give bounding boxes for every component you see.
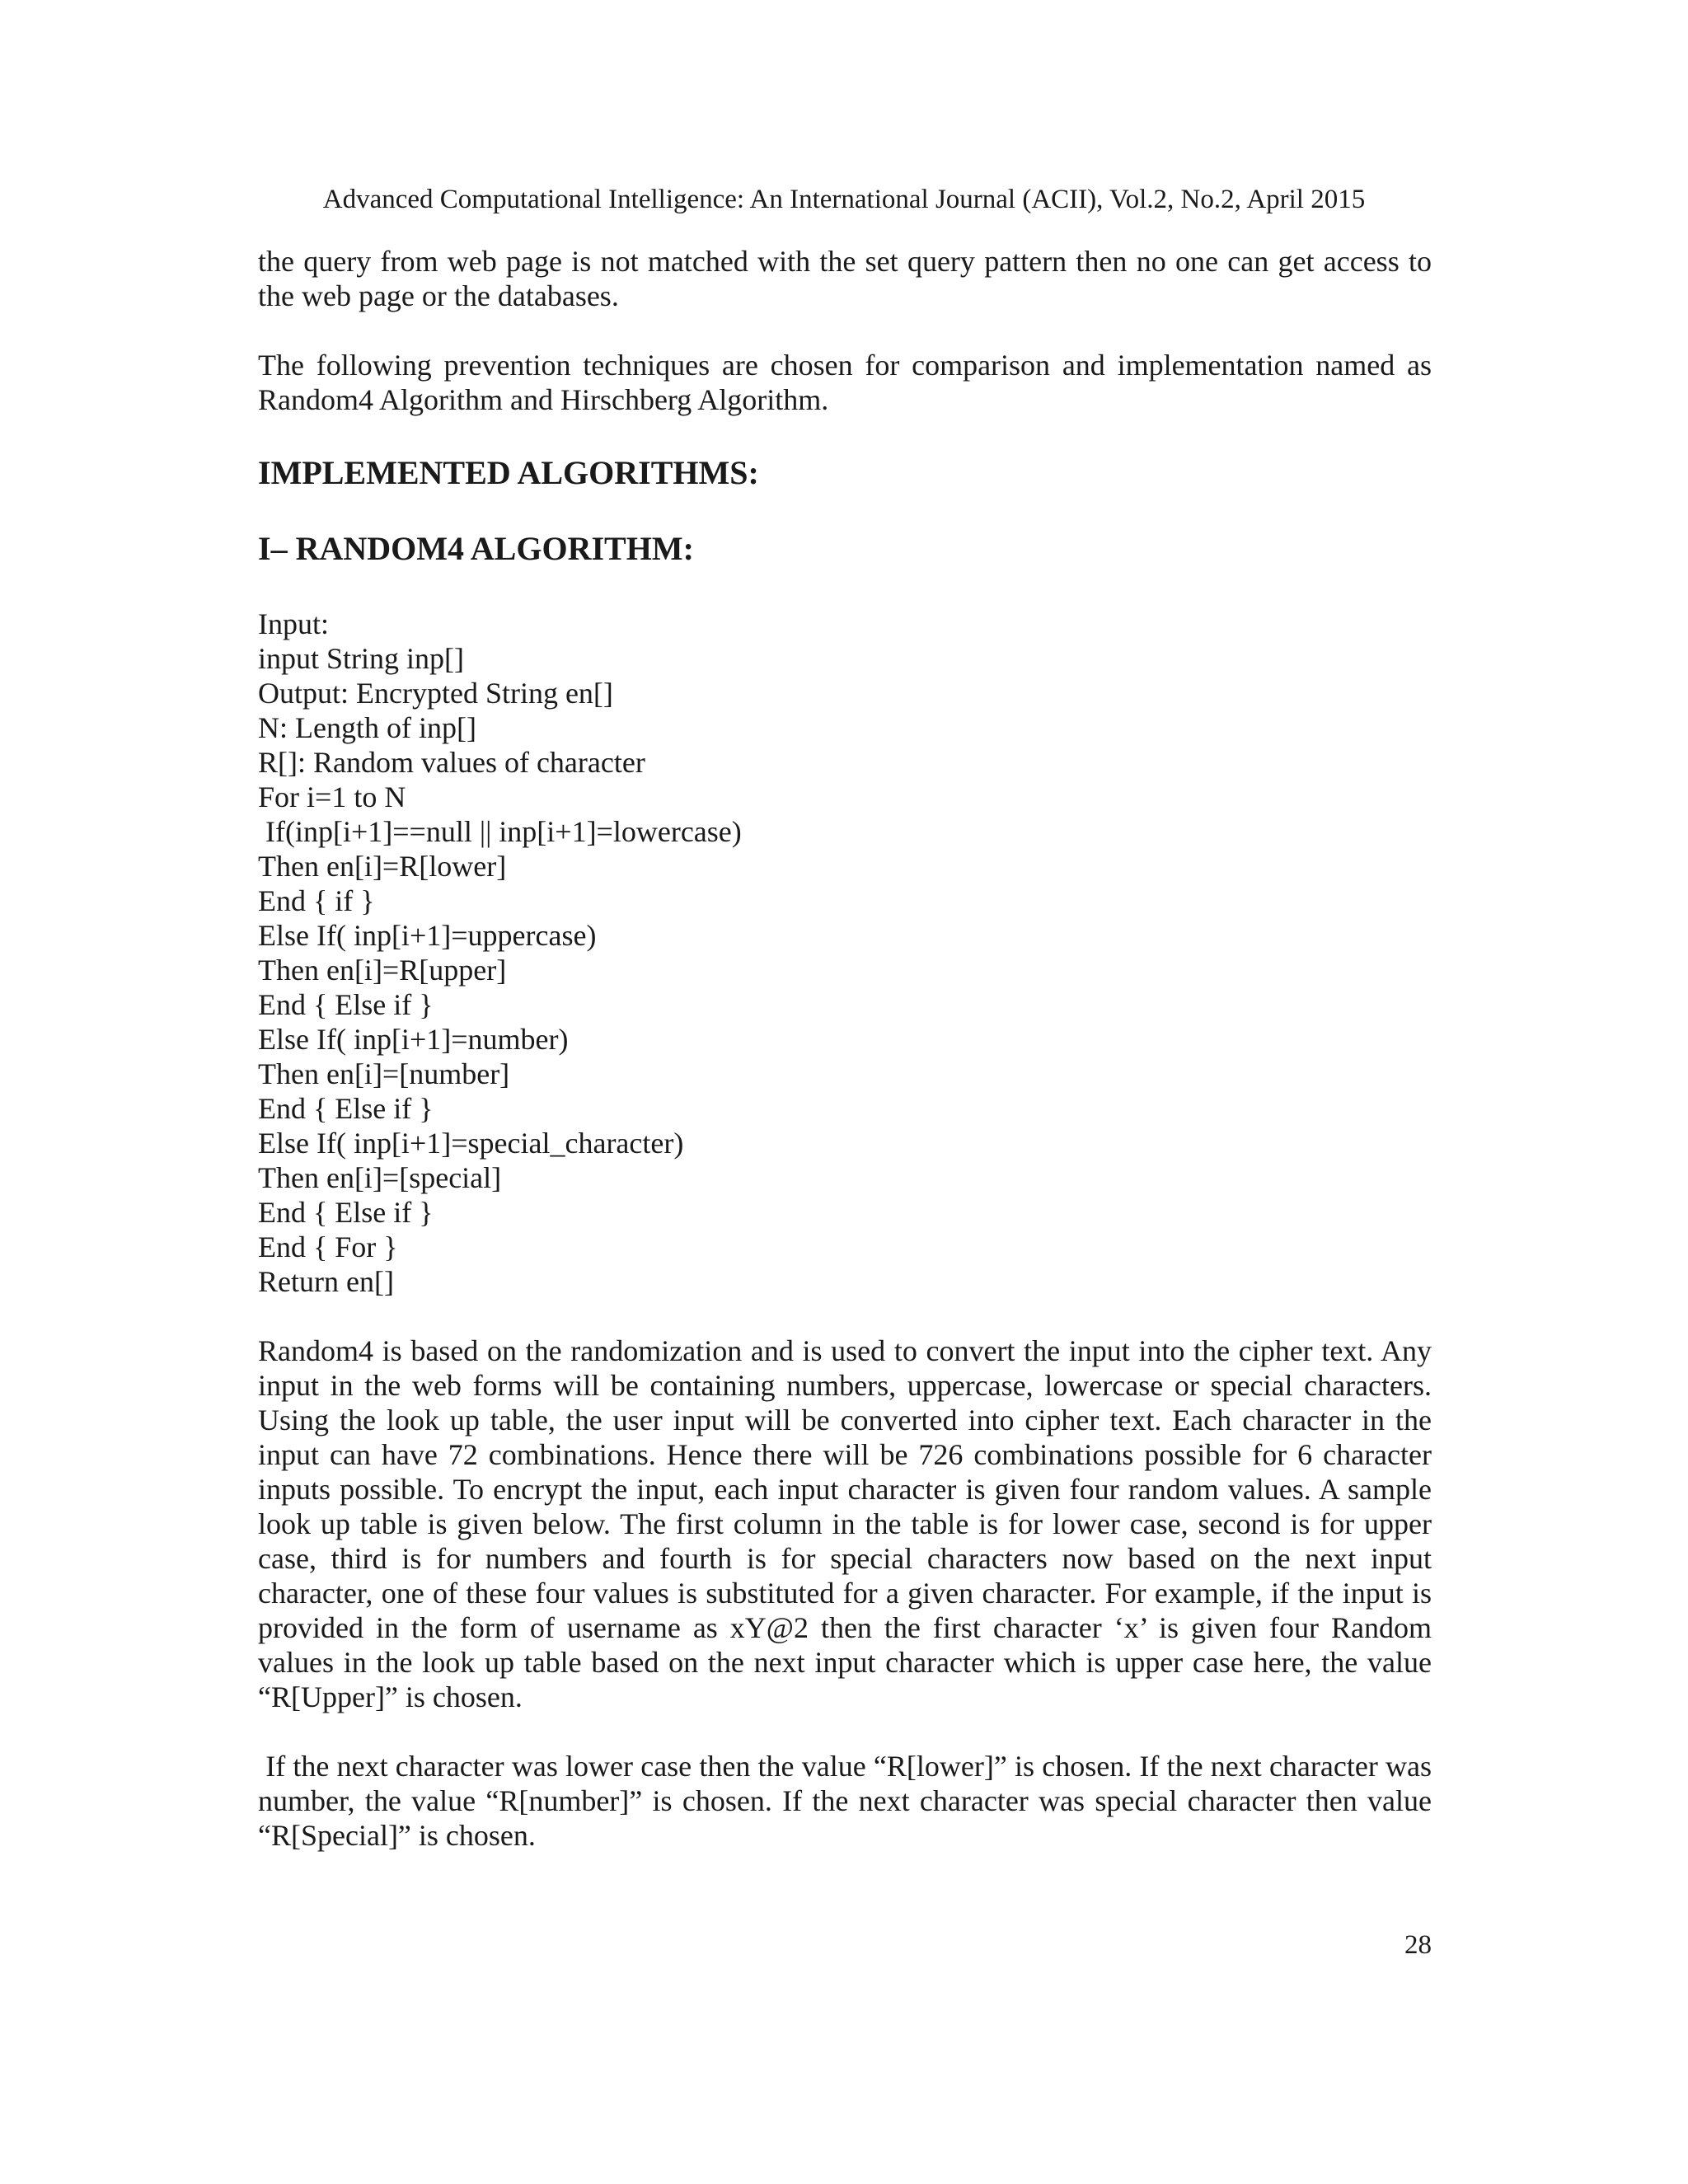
algorithm-line: Then en[i]=[number] xyxy=(258,1057,510,1090)
paragraph-techniques: The following prevention techniques are chosen for comparison and implementation named as Random4 Algorithm and Hirschberg Algorithm. xyxy=(258,349,1432,416)
algorithm-line: End { if } xyxy=(258,884,375,917)
algorithm-line: R[]: Random values of character xyxy=(258,746,645,779)
algorithm-line: For i=1 to N xyxy=(258,780,406,813)
running-header: Advanced Computational Intelligence: An International Journal (ACII), Vol.2, No.2, April 2015 xyxy=(322,185,1366,214)
algorithm-line: Input: xyxy=(258,607,329,640)
page-content xyxy=(258,244,1440,1853)
algorithm-line: Else If( inp[i+1]=number) xyxy=(258,1023,569,1056)
algorithm-line: Return en[] xyxy=(258,1265,394,1298)
paragraph-intro: the query from web page is not matched with the set query pattern then no one can get access to the web page or the databases. xyxy=(258,245,1432,312)
algorithm-line: If(inp[i+1]==null || inp[i+1]=lowercase) xyxy=(258,815,742,848)
algorithm-line: Else If( inp[i+1]=special_character) xyxy=(258,1127,684,1160)
paragraph-random4-description: Random4 is based on the randomization and is used to convert the input into the cipher text. Any input in the web forms will be containing numbers, uppercase, lowercase or special characters. Using the look up table, the user input will be converted into cipher text. Each character in the input can have 72 combinations. Hence there will be 726 combinations possible for 6 character inputs possible. To encrypt the input, each input character is given four random values. A sample look up table is given below. The first column in the table is for lower case, second is for upper case, third is for numbers and fourth is for special characters now based on the next input character, one of these four values is substituted for a given character. For example, if the input is provided in the form of username as xY@2 then the first character ‘x’ is given four Random values in the look up table based on the next input character which is upper case here, the value “R[Upper]” is chosen. xyxy=(258,1334,1432,1713)
algorithm-line: Then en[i]=[special] xyxy=(258,1161,502,1194)
section-heading-random4: I– RANDOM4 ALGORITHM: xyxy=(258,530,694,567)
algorithm-line: Output: Encrypted String en[] xyxy=(258,677,613,710)
algorithm-line: Else If( inp[i+1]=uppercase) xyxy=(258,919,597,952)
algorithm-line: input String inp[] xyxy=(258,642,464,675)
algorithm-line: End { Else if } xyxy=(258,1092,434,1125)
algorithm-listing xyxy=(258,607,1432,1299)
algorithm-line: Then en[i]=R[lower] xyxy=(258,850,507,883)
algorithm-line: N: Length of inp[] xyxy=(258,711,476,744)
algorithm-line: End { Else if } xyxy=(258,988,434,1021)
paragraph-next-character: If the next character was lower case then the value “R[lower]” is chosen. If the next character was number, the value “R[number]” is chosen. If the next character was special character then value “R[Special]” is chosen. xyxy=(258,1750,1440,1852)
page-number: 28 xyxy=(1404,1930,1432,1960)
algorithm-line: Then en[i]=R[upper] xyxy=(258,954,507,987)
algorithm-line: End { Else if } xyxy=(258,1196,434,1229)
section-heading-implemented: IMPLEMENTED ALGORITHMS: xyxy=(258,454,759,491)
algorithm-line: End { For } xyxy=(258,1230,398,1263)
